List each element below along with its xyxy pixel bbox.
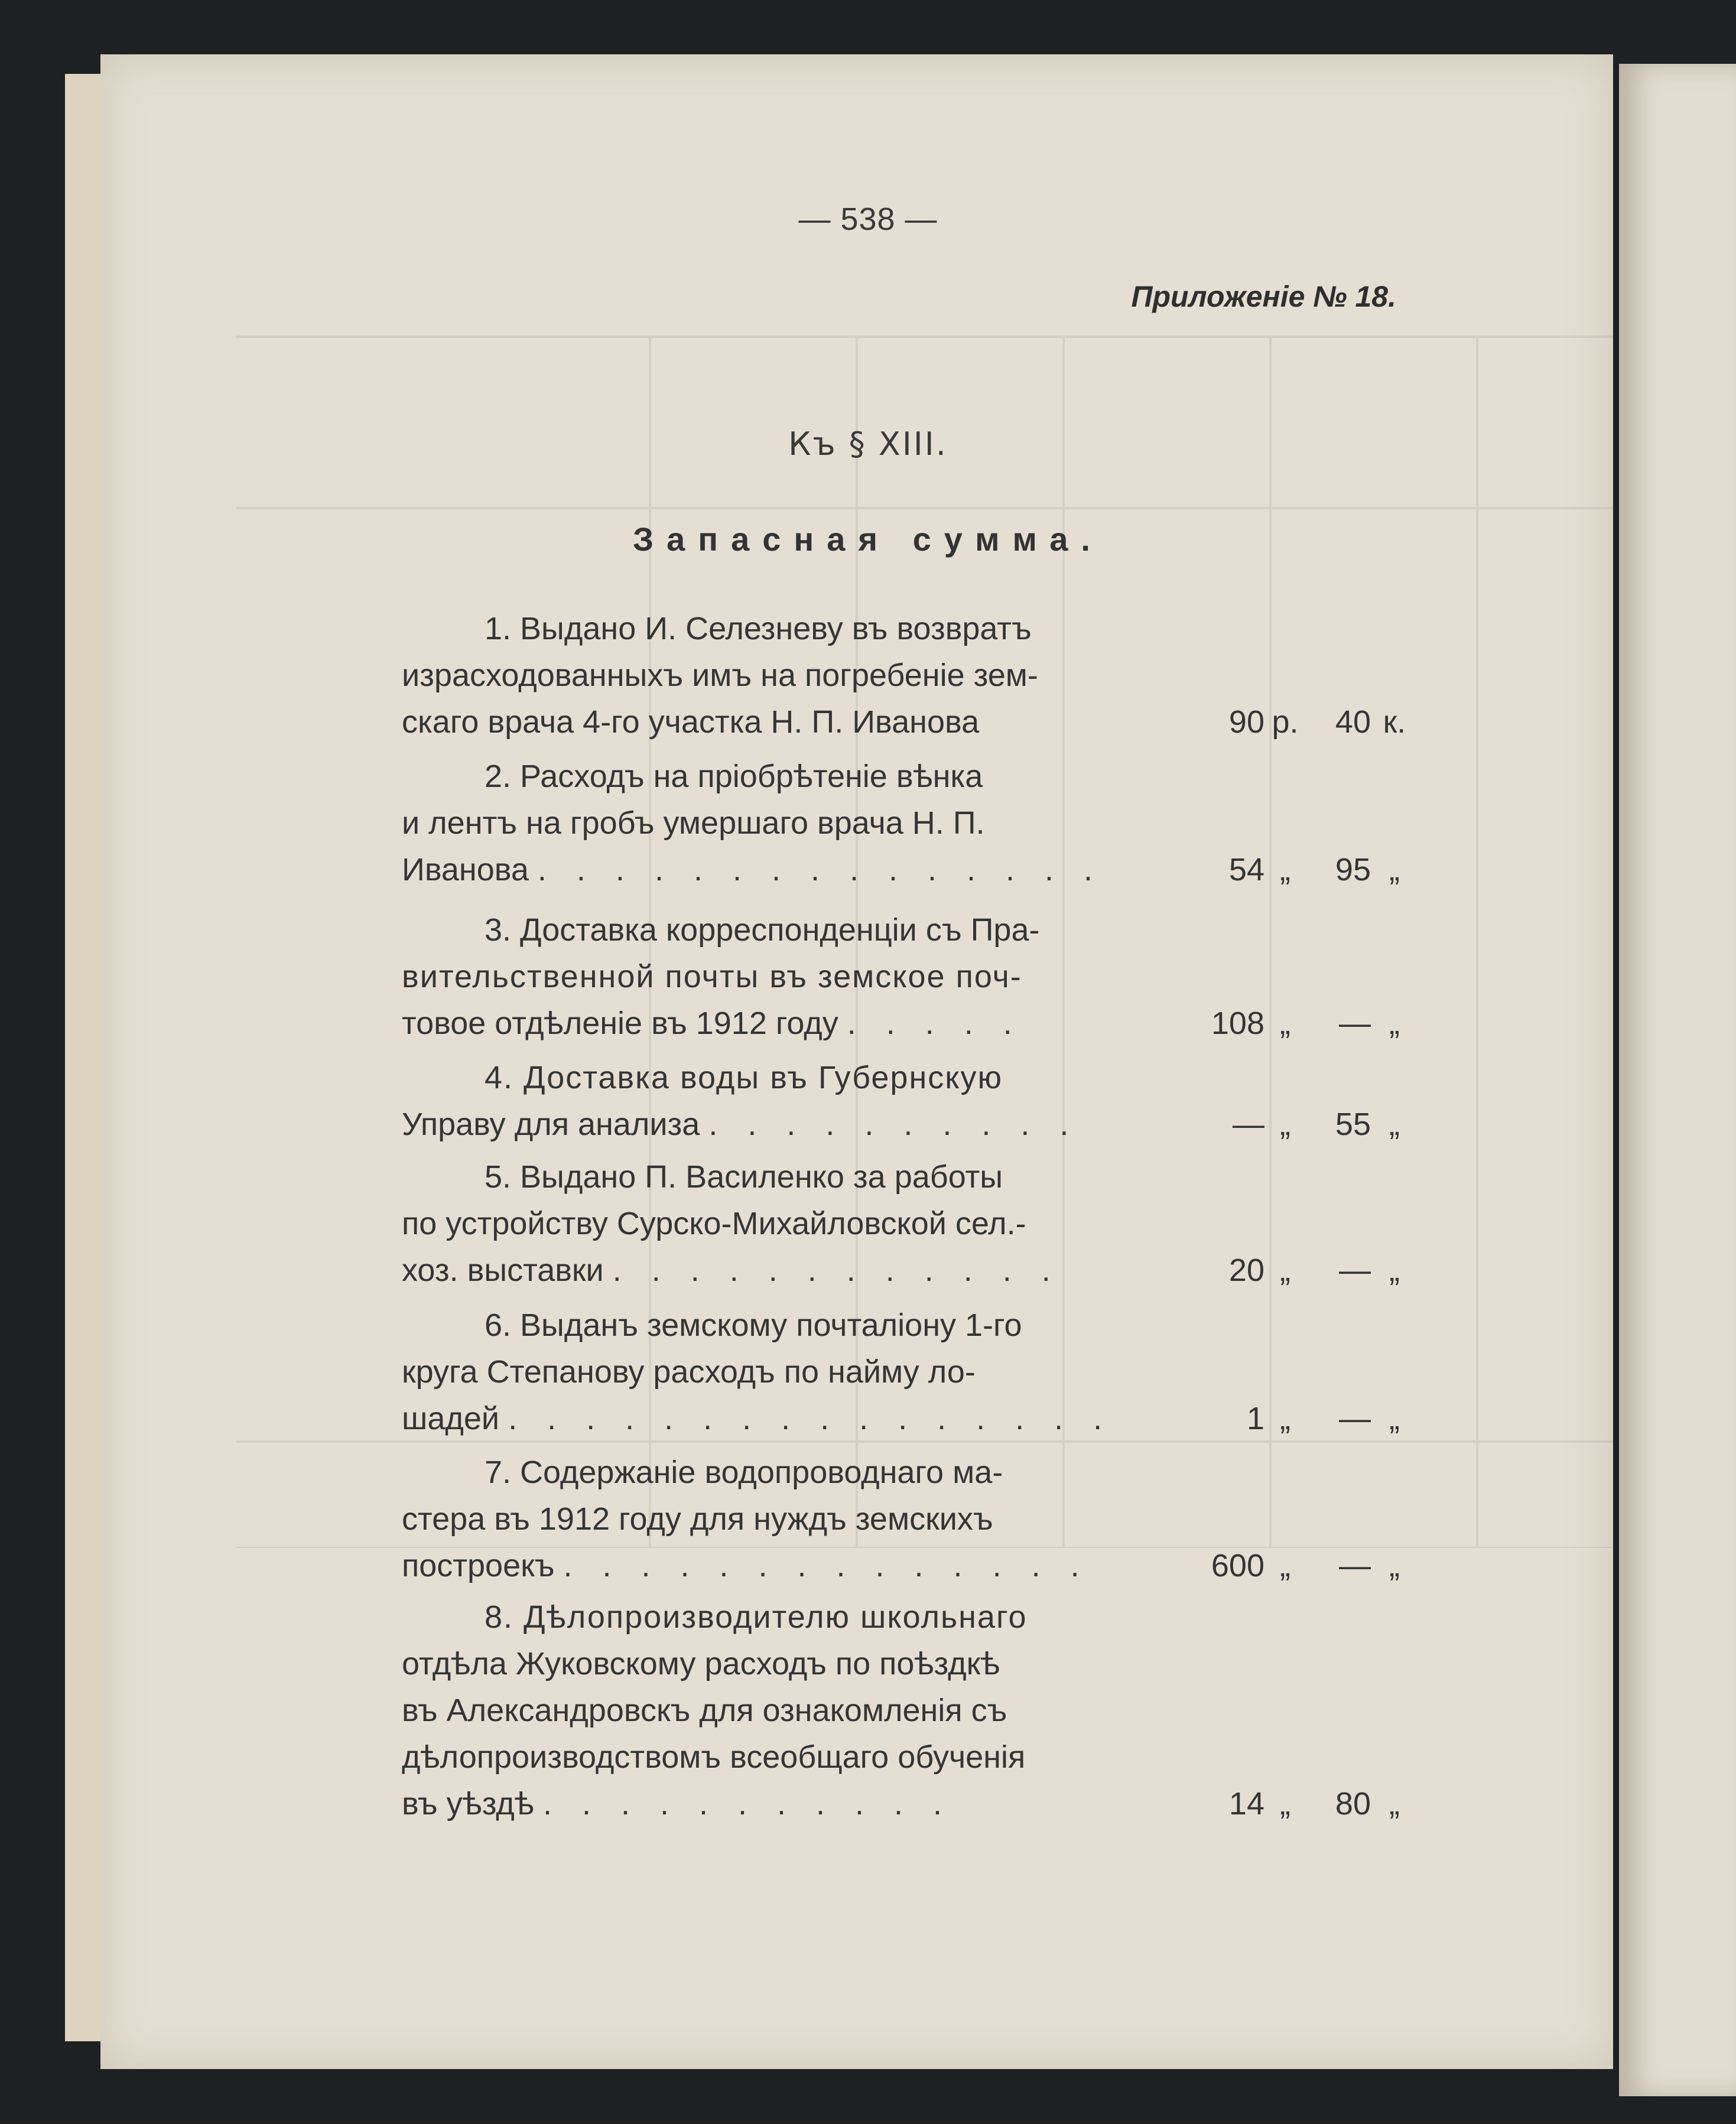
entry-line: 3. Доставка корреспонденцiи съ Пра-	[485, 912, 1040, 948]
entry-line: израсходованныхъ имъ на погребенiе зем-	[402, 658, 1038, 693]
amount-rubles: 14	[1228, 1786, 1264, 1821]
expense-item-2	[402, 753, 1418, 893]
entry-line: стера въ 1912 году для нуждъ земскихъ	[402, 1501, 993, 1537]
entry-line	[402, 1781, 1143, 1827]
amount-kopecks: 95	[1335, 852, 1371, 887]
expense-amount	[1164, 1000, 1418, 1047]
expense-item-6	[402, 1302, 1418, 1442]
amount-rubles: 54	[1228, 852, 1264, 887]
amount-rubles: 20	[1228, 1253, 1264, 1288]
leader-dots: . . . . . . . . . . . . . .	[563, 1548, 1090, 1583]
entry-line: вительственной почты въ земское поч-	[402, 959, 1022, 994]
entry-last-words: шадей	[402, 1401, 500, 1436]
section-reference: Къ § XIII.	[788, 425, 948, 463]
expense-amount	[1164, 1543, 1418, 1589]
expense-description	[402, 907, 1143, 1047]
entry-line	[402, 1000, 1143, 1047]
amount-ruble-unit: „	[1280, 1786, 1290, 1821]
entry-last-words: въ уѣздѣ	[402, 1786, 534, 1821]
entry-line: дѣлопроизводствомъ всеобщаго обученiя	[402, 1739, 1026, 1775]
section-title: Запасная сумма.	[633, 521, 1103, 558]
entry-line: отдѣла Жуковскому расходъ по поѣздкѣ	[402, 1646, 1000, 1681]
amount-rubles: 108	[1211, 1006, 1264, 1041]
amount-rubles: 90	[1228, 704, 1264, 740]
amount-kopeck-unit: „	[1389, 1786, 1400, 1821]
expense-amount	[1164, 1247, 1418, 1294]
expense-description	[402, 1154, 1143, 1294]
expense-amount	[1164, 1101, 1418, 1148]
expense-item-7	[402, 1449, 1418, 1589]
page-edge	[65, 74, 100, 2041]
entry-last-words: хоз. выставки	[402, 1253, 604, 1288]
entry-line: 4. Доставка воды въ Губернскую	[485, 1060, 1003, 1095]
amount-kopeck-unit: „	[1389, 1253, 1400, 1288]
amount-rubles: 1	[1246, 1401, 1264, 1436]
expense-amount	[1164, 1396, 1418, 1442]
entry-line: и лентъ на гробъ умершаго врача Н. П.	[402, 805, 985, 841]
entry-line: круга Степанову расходъ по найму ло-	[402, 1354, 976, 1390]
leader-dots: . . . . . . . . . . .	[542, 1786, 952, 1821]
expense-amount	[1164, 699, 1418, 746]
entry-last-words: Управу для анализа	[402, 1107, 700, 1142]
page-number: — 538 —	[798, 201, 938, 237]
amount-rubles: 600	[1211, 1548, 1264, 1583]
amount-kopeck-unit: „	[1389, 1548, 1400, 1583]
amount-kopeck-unit: „	[1389, 1006, 1400, 1041]
amount-ruble-unit: „	[1280, 1006, 1290, 1041]
expense-description	[402, 1449, 1143, 1589]
entry-line	[402, 847, 1143, 893]
amount-kopecks: —	[1339, 1401, 1371, 1436]
amount-kopecks: —	[1339, 1548, 1371, 1583]
amount-rubles: —	[1233, 1107, 1264, 1142]
entry-line: по устройству Сурско-Михайловской сел.-	[402, 1206, 1026, 1241]
amount-kopeck-unit: „	[1389, 852, 1400, 887]
leader-dots: . . . . . . . . . . . . . . . .	[508, 1401, 1113, 1436]
entry-line	[402, 1543, 1143, 1589]
expense-description	[402, 1594, 1143, 1827]
entry-line: въ Александровскъ для ознакомленiя съ	[402, 1693, 1007, 1728]
amount-kopecks: —	[1339, 1253, 1371, 1288]
amount-kopeck-unit: „	[1389, 1107, 1400, 1142]
expense-description	[402, 1302, 1143, 1442]
expense-amount	[1164, 847, 1418, 893]
entry-line: 6. Выданъ земскому почталiону 1-го	[485, 1307, 1022, 1343]
entry-line	[402, 1247, 1143, 1294]
expense-amount	[1164, 1781, 1418, 1827]
entry-line	[402, 1396, 1143, 1442]
expense-item-8	[402, 1594, 1418, 1827]
leader-dots: . . . . . . . . . . . .	[612, 1253, 1061, 1288]
amount-ruble-unit: „	[1280, 852, 1290, 887]
next-page-edge	[1619, 64, 1736, 2096]
entry-last-words: Иванова	[402, 852, 529, 887]
expense-description	[402, 1055, 1143, 1148]
expense-description	[402, 606, 1143, 746]
entry-line: скаго врача 4-го участка Н. П. Иванова	[402, 704, 980, 740]
amount-ruble-unit: „	[1280, 1548, 1290, 1583]
expense-item-1	[402, 606, 1418, 746]
entry-line: 1. Выдано И. Селезневу въ возвратъ	[485, 611, 1032, 646]
amount-ruble-unit: р.	[1272, 704, 1299, 740]
amount-ruble-unit: „	[1280, 1107, 1290, 1142]
expense-item-4	[402, 1055, 1418, 1148]
leader-dots: . . . . . . . . . .	[708, 1107, 1080, 1142]
entry-line: 7. Содержанiе водопроводнаго ма-	[485, 1455, 1003, 1490]
amount-kopecks: 80	[1335, 1786, 1371, 1821]
amount-kopeck-unit: к.	[1383, 704, 1406, 740]
expense-item-3	[402, 907, 1418, 1047]
expense-description	[402, 753, 1143, 893]
amount-kopecks: —	[1339, 1006, 1371, 1041]
amount-ruble-unit: „	[1280, 1253, 1290, 1288]
leader-dots: . . . . . . . . . . . . . . .	[537, 852, 1104, 887]
amount-kopecks: 40	[1335, 704, 1371, 740]
entry-line: 5. Выдано П. Василенко за работы	[485, 1159, 1003, 1195]
appendix-label: Приложенiе № 18.	[1131, 280, 1396, 313]
amount-kopeck-unit: „	[1389, 1401, 1400, 1436]
expense-item-5	[402, 1154, 1418, 1294]
entry-last-words: товое отдѣленiе въ 1912 году	[402, 1006, 838, 1041]
entry-line	[402, 1101, 1143, 1148]
expense-list	[402, 606, 1418, 1827]
entry-line: 8. Дѣлопроизводителю школьнаго	[485, 1599, 1028, 1635]
amount-ruble-unit: „	[1280, 1401, 1290, 1436]
amount-kopecks: 55	[1335, 1107, 1371, 1142]
entry-line: 2. Расходъ на прiобрѣтенiе вѣнка	[485, 759, 983, 794]
entry-last-words: построекъ	[402, 1548, 555, 1583]
leader-dots: . . . . .	[847, 1006, 1023, 1041]
